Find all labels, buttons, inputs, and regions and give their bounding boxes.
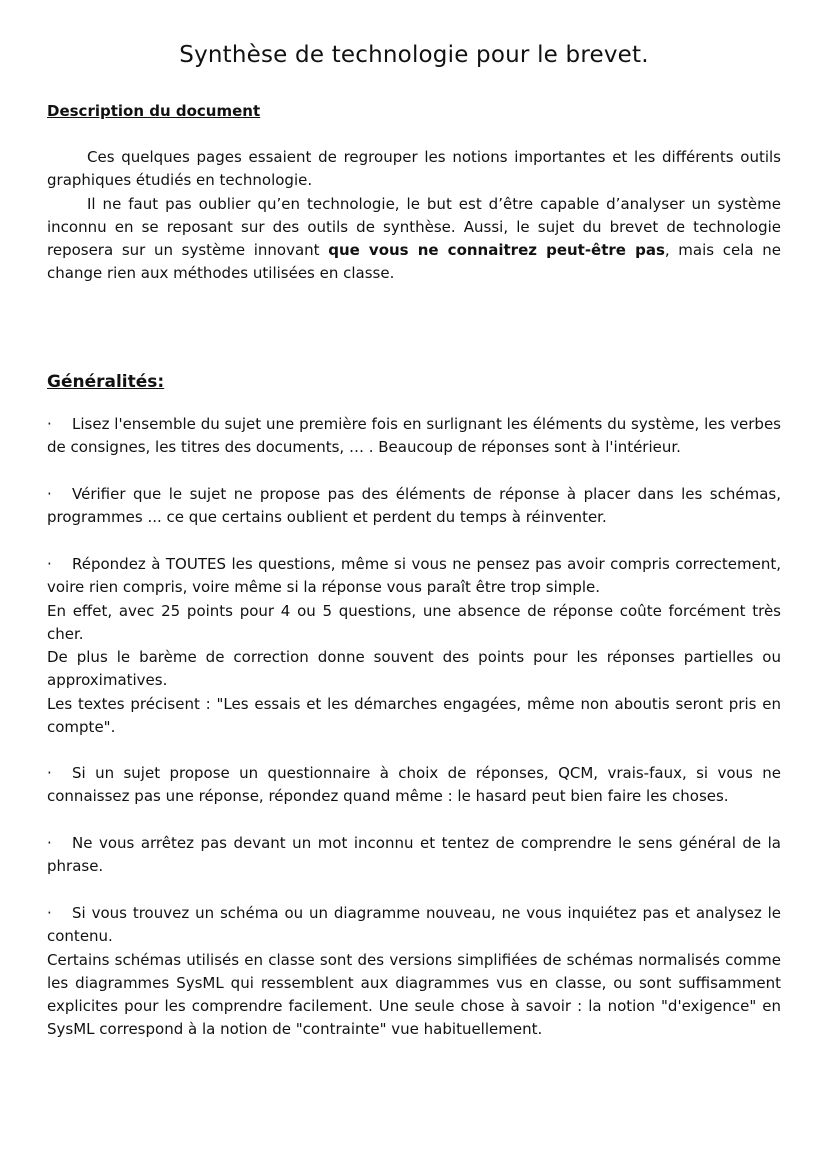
description-p2-start: Il ne faut pas oublier qu’en technologie, le but est d’être capable d’analyser un système inconnu en se reposant sur des outils de synthèse. Aussi, le sujet du brevet de technologie reposera sur un système innovant bbox=[47, 194, 781, 260]
bullet-6-text: Si vous trouvez un schéma ou un diagramme nouveau, ne vous inquiétez pas et analysez le contenu. bbox=[47, 904, 781, 946]
bullet-1-text: Lisez l'ensemble du sujet une première fois en surlignant les éléments du système, les verbes de consignes, les titres des documents, … . Beaucoup de réponses sont à l'intérieur. bbox=[47, 415, 781, 457]
bullet-symbol: · bbox=[47, 415, 52, 433]
description-section bbox=[47, 146, 781, 286]
bullet-3-paragraph-3: De plus le barème de correction donne souvent des points pour les réponses partielles ou approximatives. bbox=[47, 648, 781, 690]
description-heading: Description du document bbox=[47, 102, 261, 120]
bullet-1 bbox=[47, 413, 781, 460]
bullet-6 bbox=[47, 902, 781, 1042]
bullet-symbol: · bbox=[47, 904, 52, 922]
description-paragraph-1: Ces quelques pages essaient de regrouper les notions importantes et les différents outils graphiques étudiés en technologie. bbox=[47, 148, 781, 190]
bullet-symbol: · bbox=[47, 485, 52, 503]
bullet-6-paragraph-2: Certains schémas utilisés en classe sont des versions simplifiées de schémas normalisés comme les diagrammes SysML qui ressemblent aux diagrammes vus en classe, ou sont suffisamment explicites pour les comprendre facilement. Une seule chose à savoir : la notion "d'exigence" en SysML correspond à la notion de "contrainte" vue habituellement. bbox=[47, 950, 781, 1039]
description-p2-end: , mais cela ne change rien aux méthodes utilisées en classe. bbox=[47, 241, 781, 283]
bullet-4-text: Si un sujet propose un questionnaire à choix de réponses, QCM, vrais-faux, si vous ne connaissez pas une réponse, répondez quand même : le hasard peut bien faire les choses. bbox=[47, 764, 781, 806]
bullet-symbol: · bbox=[47, 764, 52, 782]
description-paragraph-2 bbox=[47, 193, 781, 286]
bullet-4 bbox=[47, 762, 781, 809]
generalites-heading: Généralités: bbox=[47, 372, 165, 392]
bullet-2 bbox=[47, 483, 781, 530]
page-title: Synthèse de technologie pour le brevet. bbox=[179, 42, 649, 68]
bullet-3 bbox=[47, 553, 781, 739]
description-p2-bold: que vous ne connaitrez peut-être pas bbox=[328, 241, 665, 260]
bullet-5 bbox=[47, 832, 781, 879]
bullet-3-text: Répondez à TOUTES les questions, même si vous ne pensez pas avoir compris correctement, voire rien compris, voire même si la réponse vous paraît être trop simple. bbox=[47, 555, 781, 597]
bullet-symbol: · bbox=[47, 555, 52, 573]
bullet-symbol: · bbox=[47, 834, 52, 852]
bullet-3-paragraph-2: En effet, avec 25 points pour 4 ou 5 questions, une absence de réponse coûte forcément très cher. bbox=[47, 601, 781, 643]
bullet-5-text: Ne vous arrêtez pas devant un mot inconnu et tentez de comprendre le sens général de la phrase. bbox=[47, 834, 781, 876]
bullet-2-text: Vérifier que le sujet ne propose pas des éléments de réponse à placer dans les schémas, programmes ... ce que certains oublient et perdent du temps à réinventer. bbox=[47, 485, 781, 527]
bullet-3-paragraph-4: Les textes précisent : "Les essais et les démarches engagées, même non aboutis seront pris en compte". bbox=[47, 694, 781, 737]
